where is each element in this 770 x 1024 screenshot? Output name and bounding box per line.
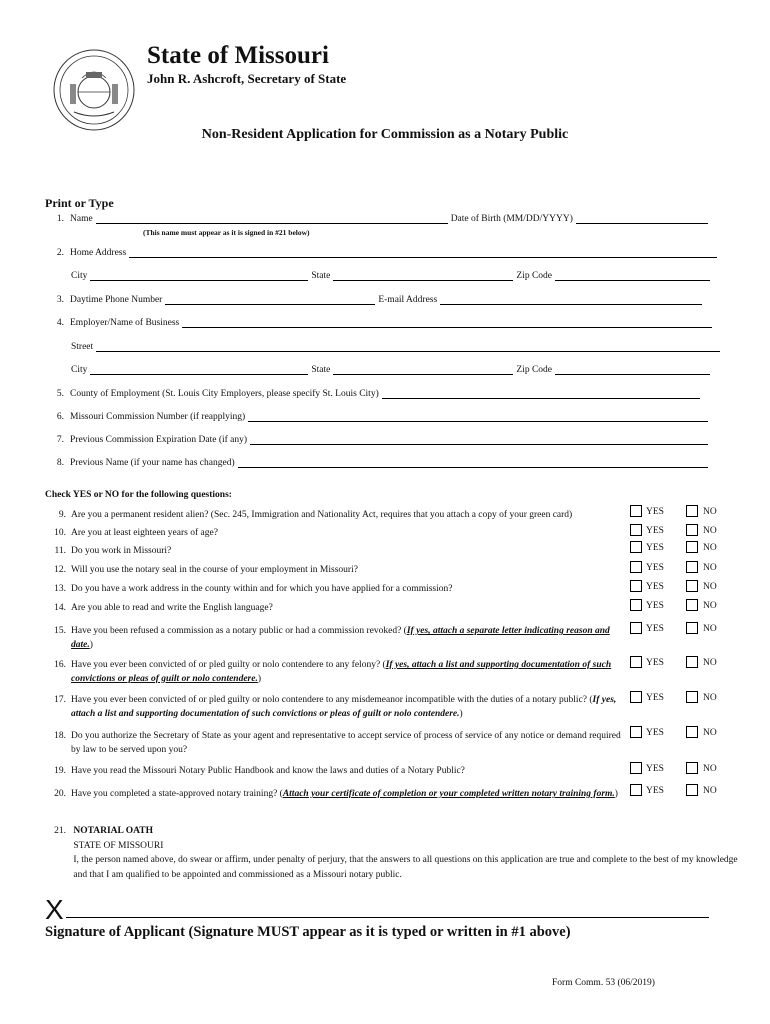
question-number: 10. [54, 528, 66, 538]
yes-label: YES [646, 563, 664, 573]
print-or-type-heading: Print or Type [45, 196, 114, 210]
question-text-main: Do you authorize the Secretary of State as your agent and representative to accept service of process of service of any notice or demand required by law to be served upon you? [71, 731, 621, 755]
question-text [71, 788, 631, 802]
question-instruction: If yes, attach a list and supporting documentation of such convictions or pleas of guilt or nolo contendere. [71, 660, 612, 684]
oath-text: I, the person named above, do swear or affirm, under penalty of perjury, that the answers to all questions on this application are true and complete to the best of my knowledge and that I am qualified to be appointed and commissioned as a Missouri notary public. [73, 855, 738, 880]
question-text-main: Have you ever been convicted of or pled guilty or nolo contendere to any misdemeanor incompatible with the duties of a notary public? ( [71, 695, 593, 705]
question-row [50, 788, 631, 802]
no-checkbox[interactable] [686, 622, 698, 634]
question-text [71, 583, 631, 597]
yes-checkbox[interactable] [630, 691, 642, 703]
question-text [71, 730, 631, 757]
no-checkbox[interactable] [686, 505, 698, 517]
question-text [71, 625, 631, 652]
field-7-row [50, 435, 711, 445]
yes-label: YES [646, 582, 664, 592]
yes-checkbox[interactable] [630, 524, 642, 536]
question-text-main: Will you use the notary seal in the course of your employment in Missouri? [71, 565, 358, 575]
question-text-main: Have you been refused a commission as a notary public or had a commission revoked? ( [71, 626, 407, 636]
no-checkbox[interactable] [686, 784, 698, 796]
field-4-street-row [71, 342, 723, 352]
city-label: City [71, 271, 88, 281]
field-4-city-row [71, 365, 713, 375]
question-number: 20. [54, 789, 66, 799]
state-label: State [311, 365, 331, 375]
form-number: Form Comm. 53 (06/2019) [552, 978, 655, 988]
name-label: Name [70, 214, 93, 224]
zip-label: Zip Code [516, 271, 552, 281]
state-seal [52, 48, 136, 132]
no-checkbox[interactable] [686, 656, 698, 668]
zip-label: Zip Code [516, 365, 552, 375]
email-field[interactable] [440, 296, 702, 305]
county-field[interactable] [382, 390, 700, 399]
oath-state: STATE OF MISSOURI [73, 840, 164, 851]
question-row [50, 659, 631, 686]
question-instruction: If yes, attach a separate letter indicating reason and date. [71, 626, 610, 650]
field-number: 8. [56, 458, 64, 468]
question-number: 16. [54, 660, 66, 670]
county-label: County of Employment (St. Louis City Employers, please specify St. Louis City) [70, 389, 379, 399]
question-instruction: Attach your certificate of completion or your completed written notary training form. [282, 789, 615, 799]
yes-label: YES [646, 507, 664, 517]
oath-title: NOTARIAL OATH [73, 826, 153, 836]
dob-field[interactable] [576, 215, 708, 224]
field-number: 3. [56, 295, 64, 305]
signature-x-mark: X [45, 894, 64, 925]
yes-label: YES [646, 786, 664, 796]
page-title: State of Missouri [147, 42, 329, 69]
question-instruction: If yes, attach a list and supporting documentation of such convictions or pleas of guilt or nolo contendere. [71, 695, 617, 719]
no-checkbox[interactable] [686, 524, 698, 536]
question-row [50, 564, 631, 578]
yes-label: YES [646, 693, 664, 703]
no-label: NO [703, 786, 717, 796]
city-field[interactable] [90, 272, 308, 281]
yes-label: YES [646, 764, 664, 774]
question-row [50, 583, 631, 597]
no-label: NO [703, 507, 717, 517]
street-label: Street [71, 342, 94, 352]
no-label: NO [703, 526, 717, 536]
question-row [50, 545, 631, 559]
question-number: 17. [54, 695, 66, 705]
question-row [50, 625, 631, 652]
yes-checkbox[interactable] [630, 599, 642, 611]
field-2-city-row [71, 271, 713, 281]
signature-field[interactable] [66, 917, 709, 918]
yes-checkbox[interactable] [630, 762, 642, 774]
field-number: 6. [56, 412, 64, 422]
no-checkbox[interactable] [686, 762, 698, 774]
question-text-main: Have you completed a state-approved notary training? ( [71, 789, 283, 799]
signature-label: Signature of Applicant (Signature MUST appear as it is typed or written in #1 above) [45, 924, 571, 940]
no-checkbox[interactable] [686, 691, 698, 703]
question-text [71, 765, 631, 779]
question-text [71, 694, 631, 721]
notarial-oath [50, 824, 753, 882]
yes-label: YES [646, 601, 664, 611]
no-label: NO [703, 764, 717, 774]
question-text-main: Are you at least eighteen years of age? [71, 528, 218, 538]
zip-field[interactable] [555, 366, 710, 375]
question-row [50, 602, 631, 616]
field-number: 4. [56, 318, 64, 328]
no-label: NO [703, 543, 717, 553]
expiration-date-label: Previous Commission Expiration Date (if any) [70, 435, 248, 445]
question-number: 12. [54, 565, 66, 575]
no-label: NO [703, 658, 717, 668]
question-text-main: Have you ever been convicted of or pled guilty or nolo contendere to any felony? ( [71, 660, 386, 670]
question-row [50, 509, 631, 523]
previous-name-label: Previous Name (if your name has changed) [70, 458, 235, 468]
field-3-row [50, 295, 705, 305]
question-text-tail: ) [89, 639, 93, 650]
employer-field[interactable] [182, 319, 712, 328]
field-8-row [50, 458, 711, 468]
yes-checkbox[interactable] [630, 505, 642, 517]
name-field[interactable] [96, 215, 448, 224]
question-text-main: Are you a permanent resident alien? (Sec. 245, Immigration and Nationality Act, requires that you attach a copy of your green card) [71, 510, 573, 520]
previous-name-field[interactable] [238, 459, 708, 468]
check-questions-heading: Check YES or NO for the following questions: [45, 490, 232, 500]
field-number: 21. [54, 826, 66, 836]
no-label: NO [703, 624, 717, 634]
yes-checkbox[interactable] [630, 656, 642, 668]
commission-number-label: Missouri Commission Number (if reapplying) [70, 412, 246, 422]
name-note: (This name must appear as it is signed in #21 below) [143, 228, 310, 237]
yes-checkbox[interactable] [630, 541, 642, 553]
question-number: 18. [54, 731, 66, 741]
question-text [71, 564, 631, 578]
field-4-row [50, 318, 715, 328]
question-row [50, 730, 631, 757]
no-checkbox[interactable] [686, 599, 698, 611]
field-number: 5. [56, 389, 64, 399]
no-checkbox[interactable] [686, 541, 698, 553]
question-text [71, 527, 631, 541]
yes-label: YES [646, 624, 664, 634]
phone-field[interactable] [165, 296, 375, 305]
question-text-main: Are you able to read and write the English language? [71, 603, 273, 613]
question-number: 19. [54, 766, 66, 776]
question-number: 9. [58, 510, 66, 520]
yes-checkbox[interactable] [630, 784, 642, 796]
field-5-row [50, 389, 703, 399]
state-field[interactable] [333, 272, 513, 281]
question-text-main: Do you have a work address in the county within and for which you have applied for a commission? [71, 584, 453, 594]
question-number: 13. [54, 584, 66, 594]
street-field[interactable] [96, 343, 720, 352]
yes-label: YES [646, 728, 664, 738]
form-title: Non-Resident Application for Commission as a Notary Public [201, 127, 569, 142]
question-row [50, 527, 631, 541]
no-label: NO [703, 582, 717, 592]
yes-label: YES [646, 658, 664, 668]
no-label: NO [703, 728, 717, 738]
question-text-tail: ) [459, 708, 463, 719]
yes-label: YES [646, 543, 664, 553]
state-field[interactable] [333, 366, 513, 375]
expiration-date-field[interactable] [250, 436, 708, 445]
no-label: NO [703, 693, 717, 703]
yes-checkbox[interactable] [630, 622, 642, 634]
home-address-field[interactable] [129, 249, 717, 258]
employer-label: Employer/Name of Business [70, 318, 180, 328]
email-label: E-mail Address [378, 295, 438, 305]
yes-label: YES [646, 526, 664, 536]
no-label: NO [703, 563, 717, 573]
no-label: NO [703, 601, 717, 611]
field-number: 2. [56, 248, 64, 258]
city-label: City [71, 365, 88, 375]
question-text [71, 659, 631, 686]
question-text [71, 545, 631, 559]
phone-label: Daytime Phone Number [70, 295, 163, 305]
home-address-label: Home Address [70, 248, 127, 258]
yes-checkbox[interactable] [630, 561, 642, 573]
question-number: 14. [54, 603, 66, 613]
field-1-row [50, 214, 711, 224]
no-checkbox[interactable] [686, 580, 698, 592]
city-field[interactable] [90, 366, 308, 375]
field-6-row [50, 412, 711, 422]
field-number: 1. [56, 214, 64, 224]
question-text [71, 509, 631, 523]
secretary-of-state: John R. Ashcroft, Secretary of State [147, 71, 347, 86]
question-text-main: Do you work in Missouri? [71, 546, 172, 556]
question-text [71, 602, 631, 616]
question-text-tail: ) [614, 789, 618, 799]
dob-label: Date of Birth (MM/DD/YYYY) [450, 214, 573, 224]
question-row [50, 765, 631, 779]
question-row [50, 694, 631, 721]
question-number: 11. [54, 546, 66, 556]
no-checkbox[interactable] [686, 726, 698, 738]
field-number: 7. [56, 435, 64, 445]
commission-number-field[interactable] [248, 413, 708, 422]
field-2-row [50, 248, 720, 258]
state-label: State [311, 271, 331, 281]
yes-checkbox[interactable] [630, 726, 642, 738]
question-text-main: Have you read the Missouri Notary Public Handbook and know the laws and duties of a Notary Public? [71, 766, 465, 776]
yes-checkbox[interactable] [630, 580, 642, 592]
no-checkbox[interactable] [686, 561, 698, 573]
zip-field[interactable] [555, 272, 710, 281]
question-text-tail: ) [257, 673, 262, 684]
question-number: 15. [54, 626, 66, 636]
